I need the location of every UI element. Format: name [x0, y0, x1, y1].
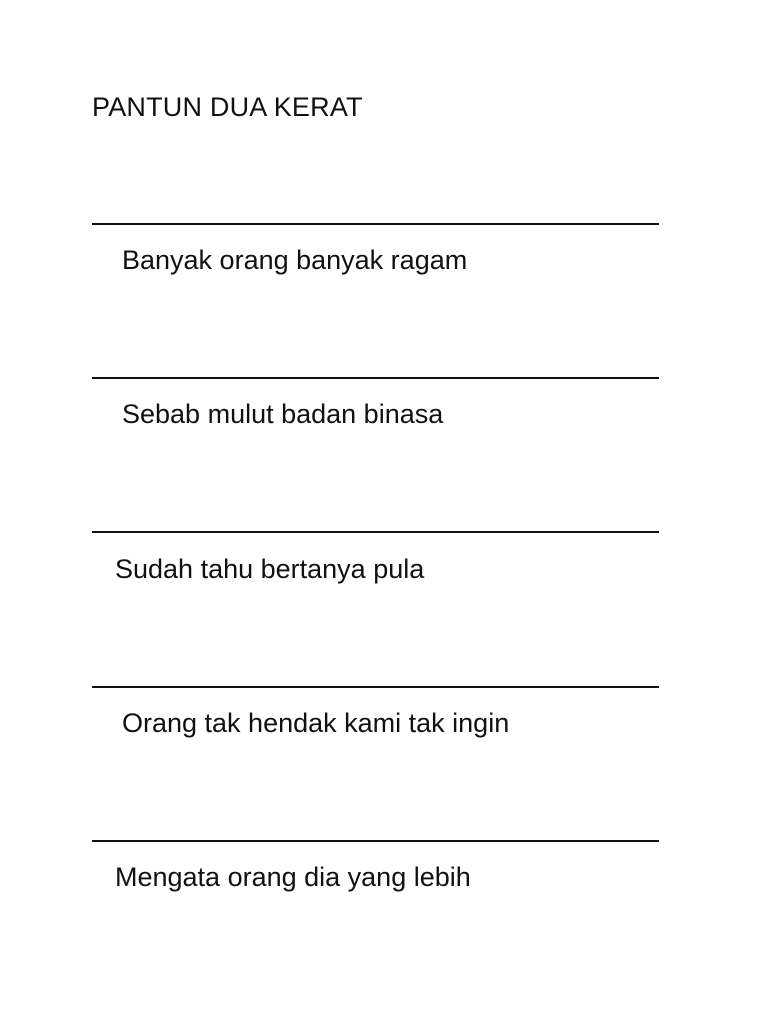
page-title: PANTUN DUA KERAT — [92, 92, 363, 122]
pantun-line-5: Mengata orang dia yang lebih — [115, 862, 471, 892]
pantun-line-3: Sudah tahu bertanya pula — [115, 554, 425, 584]
answer-blank-2 — [92, 377, 659, 379]
answer-blank-4 — [92, 686, 659, 688]
answer-blank-3 — [92, 531, 659, 533]
pantun-line-2: Sebab mulut badan binasa — [122, 399, 444, 429]
answer-blank-1 — [92, 223, 659, 225]
pantun-line-4: Orang tak hendak kami tak ingin — [122, 708, 510, 738]
answer-blank-5 — [92, 840, 659, 842]
pantun-line-1: Banyak orang banyak ragam — [122, 245, 468, 275]
